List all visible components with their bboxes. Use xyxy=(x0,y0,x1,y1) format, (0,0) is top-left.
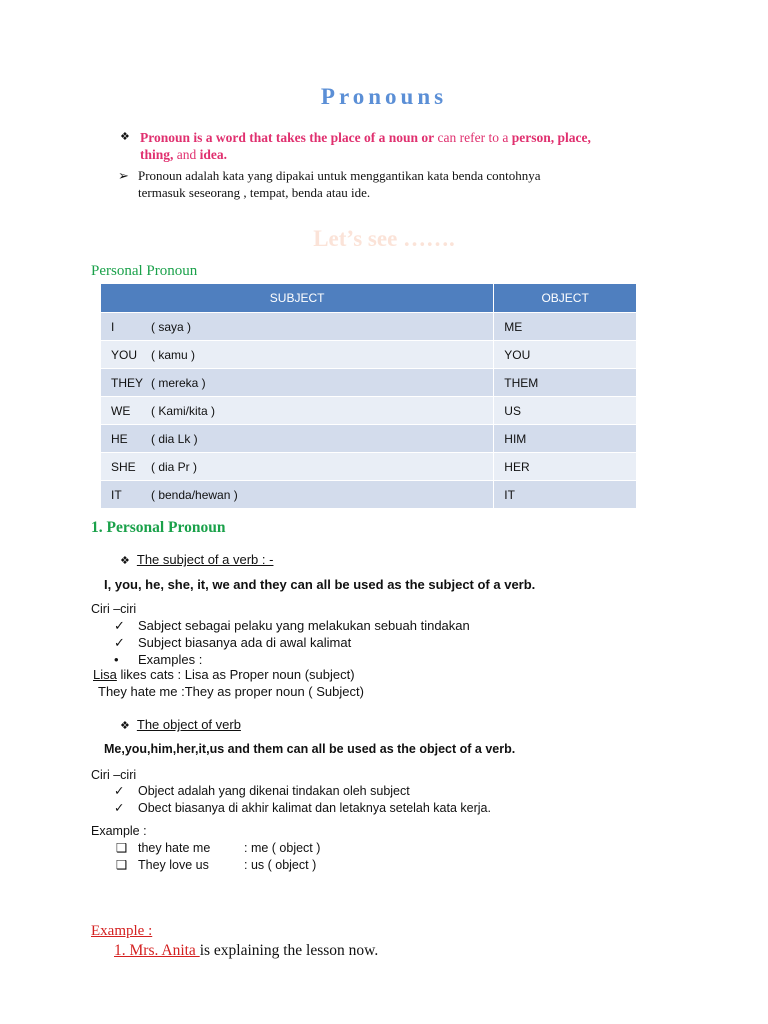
ghost-heading: Let’s see ……. xyxy=(313,226,455,251)
def-part6: idea. xyxy=(199,147,228,162)
definition-english xyxy=(120,129,680,163)
list-item xyxy=(114,634,470,651)
check-icon: ✓ xyxy=(114,784,125,798)
example-explanation: : us ( object ) xyxy=(244,858,317,872)
object-examples-list xyxy=(116,840,320,874)
def-part2: can refer to a xyxy=(434,130,512,145)
check-icon: ✓ xyxy=(114,618,125,633)
dot-bullet-icon: • xyxy=(114,652,119,667)
table-row xyxy=(101,425,637,453)
list-item-text: Subject biasanya ada di awal kalimat xyxy=(138,635,352,650)
table-row xyxy=(101,453,637,481)
subject-cell xyxy=(101,369,494,397)
header-subject: SUBJECT xyxy=(101,284,494,313)
list-item-text: Object adalah yang dikenai tindakan oleh subject xyxy=(138,784,410,798)
arrow-bullet-icon: ➢ xyxy=(118,168,129,183)
list-item xyxy=(114,783,491,800)
check-icon: ✓ xyxy=(114,801,125,815)
subject-cell xyxy=(101,453,494,481)
subject-of-verb-subheading xyxy=(120,552,273,567)
anita-rest: is explaining the lesson now. xyxy=(199,942,379,959)
example-explanation: : me ( object ) xyxy=(244,841,321,855)
def-id-line1: Pronoun adalah kata yang dipakai untuk menggantikan kata benda contohnya xyxy=(138,168,541,183)
subject-characteristics-list xyxy=(114,617,470,668)
subject-meaning: ( dia Lk ) xyxy=(151,431,198,446)
subject-subheading-text: The subject of a verb : - xyxy=(136,552,274,567)
object-cell: THEM xyxy=(494,369,637,397)
object-cell: YOU xyxy=(494,341,637,369)
table-row xyxy=(101,397,637,425)
diamond-bullet-icon: ❖ xyxy=(120,131,130,143)
table-row xyxy=(101,341,637,369)
subject-cell xyxy=(101,481,494,509)
example-lisa xyxy=(93,667,355,682)
list-item-text: Examples : xyxy=(138,652,203,667)
diamond-bullet-icon: ❖ xyxy=(120,720,130,732)
example-sentence: they hate me xyxy=(138,841,211,855)
box-bullet-icon: ❑ xyxy=(116,858,128,872)
subject-pronoun: I xyxy=(111,319,115,334)
subject-meaning: ( Kami/kita ) xyxy=(151,403,216,418)
list-item-text: Sabject sebagai pelaku yang melakukan sebuah tindakan xyxy=(138,618,470,633)
def-part4: thing, xyxy=(140,147,174,162)
def-part3: person, place, xyxy=(511,130,591,145)
box-bullet-icon: ❑ xyxy=(116,841,128,855)
table-row xyxy=(101,313,637,341)
subject-meaning: ( dia Pr ) xyxy=(151,459,198,474)
subject-cell xyxy=(101,313,494,341)
ciri-label: Ciri –ciri xyxy=(91,602,137,616)
list-item xyxy=(114,651,470,668)
subject-meaning: ( saya ) xyxy=(151,319,192,334)
object-statement: Me,you,him,her,it,us and them can all be used as the object of a verb. xyxy=(104,742,516,756)
section-heading-personal-pronoun: 1. Personal Pronoun xyxy=(91,519,226,536)
object-characteristics-list xyxy=(114,783,491,817)
def-id-line2: termasuk seseorang , tempat, benda atau ide. xyxy=(138,185,371,200)
example-sentence: They love us xyxy=(138,858,209,872)
example-sentence-anita xyxy=(114,942,378,960)
check-icon: ✓ xyxy=(114,635,125,650)
list-item xyxy=(116,840,320,857)
lisa-word: Lisa xyxy=(93,667,117,682)
definition-indonesian xyxy=(118,167,678,201)
subject-cell xyxy=(101,341,494,369)
object-cell: US xyxy=(494,397,637,425)
subject-cell xyxy=(101,425,494,453)
example-they: They hate me :They as proper noun ( Subject) xyxy=(98,684,364,699)
personal-pronoun-heading: Personal Pronoun xyxy=(91,263,198,279)
table-row xyxy=(101,369,637,397)
subject-statement: I, you, he, she, it, we and they can all be used as the subject of a verb. xyxy=(104,577,536,592)
list-item xyxy=(114,617,470,634)
subject-pronoun: HE xyxy=(111,431,128,446)
subject-meaning: ( mereka ) xyxy=(151,375,206,390)
example-heading: Example : xyxy=(91,923,153,939)
object-cell: ME xyxy=(494,313,637,341)
object-cell: HIM xyxy=(494,425,637,453)
page-title: Pronouns xyxy=(320,84,448,109)
subject-meaning: ( benda/hewan ) xyxy=(151,487,238,502)
subject-pronoun: YOU xyxy=(111,347,138,362)
example-label: Example : xyxy=(91,824,147,838)
subject-pronoun: IT xyxy=(111,487,122,502)
list-item xyxy=(114,800,491,817)
lisa-rest: likes cats : Lisa as Proper noun (subject) xyxy=(116,667,355,682)
subject-pronoun: THEY xyxy=(111,375,144,390)
subject-meaning: ( kamu ) xyxy=(151,347,196,362)
subject-pronoun: SHE xyxy=(111,459,136,474)
def-part1: Pronoun is a word that takes the place of a noun or xyxy=(140,130,435,145)
list-item xyxy=(116,857,320,874)
list-item-text: Obect biasanya di akhir kalimat dan letaknya setelah kata kerja. xyxy=(138,801,491,815)
subject-cell xyxy=(101,397,494,425)
diamond-bullet-icon: ❖ xyxy=(120,555,130,567)
object-subheading-text: The object of verb xyxy=(136,717,241,732)
table-row xyxy=(101,481,637,509)
header-object: OBJECT xyxy=(494,284,637,313)
table-header-row xyxy=(101,284,637,313)
def-part5: and xyxy=(173,147,200,162)
ciri-label: Ciri –ciri xyxy=(91,768,137,782)
pronoun-table xyxy=(100,283,637,509)
object-cell: IT xyxy=(494,481,637,509)
subject-pronoun: WE xyxy=(111,403,131,418)
object-of-verb-subheading xyxy=(120,717,241,732)
object-cell: HER xyxy=(494,453,637,481)
anita-numbered: 1. Mrs. Anita xyxy=(114,942,200,959)
